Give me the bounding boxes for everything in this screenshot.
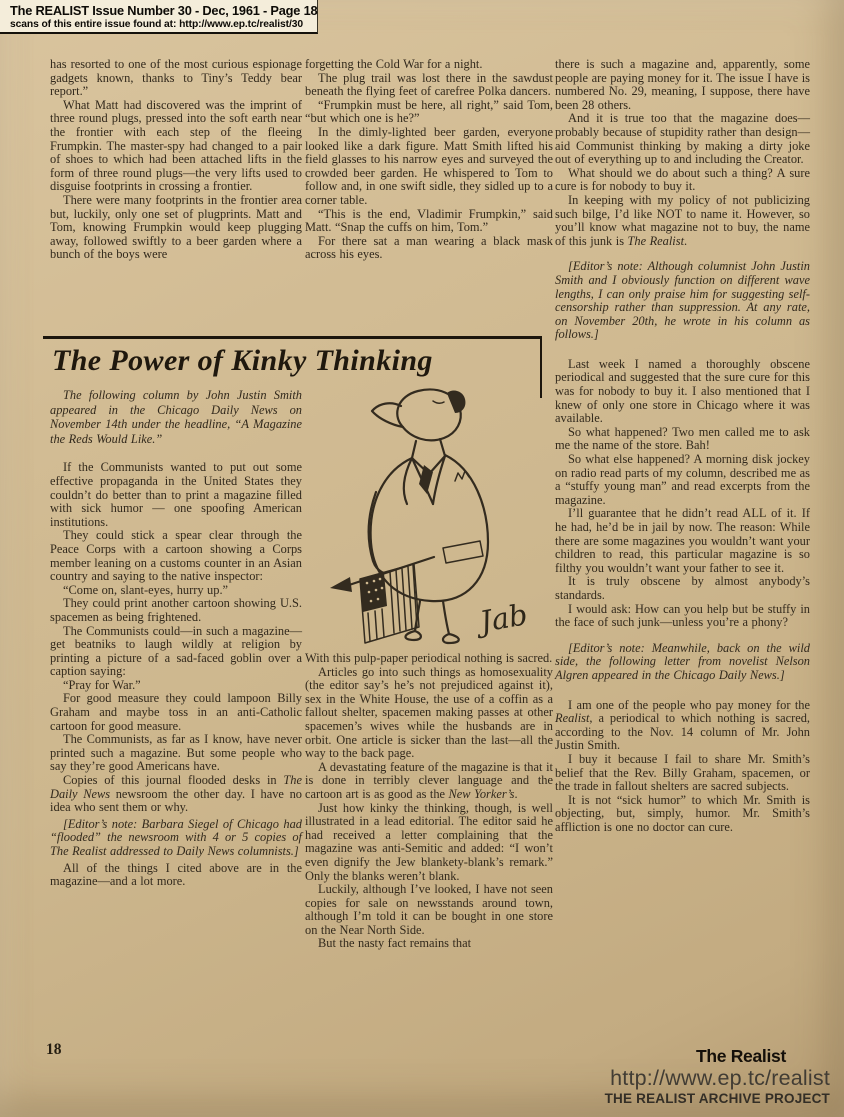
paragraph: They could print another cartoon showing U.S. spacemen as being frightened.	[50, 596, 302, 624]
paragraph: Last week I named a thoroughly obscene periodical and suggested that the sure cure for this was for nobody to buy it. I also mentioned that I knew of only one store in Chicago where it was available.	[555, 356, 810, 426]
banner-subtitle-url: scans of this entire issue found at: http://www.ep.tc/realist/30	[10, 19, 304, 30]
cartoon-signature: Jab	[477, 597, 530, 639]
archive-project-label: THE REALIST ARCHIVE PROJECT	[604, 1091, 830, 1106]
paragraph: The Communists could—in such a magazine—get beatniks to laugh wildly at religion by printing a picture of a sad-faced goblin over a caption saying:	[50, 623, 302, 679]
paragraph: There were many footprints in the frontier area but, luckily, only one set of plugprints. Matt and Tom, knowing Frumpkin would keep plugging away, followed swiftly to a beer garden where a bunch of the boys were	[50, 192, 302, 262]
cartoon-man-with-flag	[316, 380, 554, 648]
paragraph: Copies of this journal flooded desks in The Daily News newsroom the other day. I have no idea who sent them or why.	[50, 773, 302, 815]
paragraph: In keeping with my policy of not publicizing such bilge, I’d like NOT to name it. However, so you’ll know what magazine not to buy, the name of this junk is The Realist.	[555, 192, 810, 248]
paragraph: They could stick a spear clear through the Peace Corps with a cartoon showing a Corps member leaning on a customs counter in an Asian country and saying to the native inspector:	[50, 528, 302, 584]
paragraph: But the nasty fact remains that	[318, 936, 472, 951]
archive-url: http://www.ep.tc/realist	[610, 1066, 830, 1090]
editor-note: [Editor’s note: Although columnist John Justin Smith and I obviously function on different wave lengths, I can only praise him for suggesting self-censorship rather than suppression. At any rate, on November 20th, he wrote in his column as follows.]	[555, 259, 810, 342]
column-1-spy-story	[50, 58, 302, 262]
paragraph: In the dimly-lighted beer garden, everyone looked like a dark figure. Matt Smith lifted his field glasses to his narrow eyes and surveyed the crowded beer garden. He whispered to Tom to follow and, in one swift sidle, they sidled up to a corner table.	[305, 124, 553, 207]
paragraph: I would ask: How can you help but be stuffy in the face of such junk—unless you’re a phony?	[555, 601, 810, 630]
column-3-article	[555, 58, 810, 1046]
realist-logo: The Realist	[695, 1046, 786, 1066]
page-number: 18	[46, 1041, 62, 1058]
paragraph: What Matt had discovered was the imprint of three round plugs, pressed into the soft earth near the frontier with each step of the fleeing Frumpkin. The master-spy had changed to a pair of shoes to which had been attached lifts in the form of three round plugs—the very lifts used to disguise footprints in crossing a frontier.	[50, 97, 302, 194]
paragraph: What should we do about such a thing? A sure cure is for nobody to buy it.	[555, 165, 810, 194]
paragraph: And it is true too that the magazine does—probably because of stupidity rather than design—aid Communist thinking by making a dirty joke out of everything up to and including the Creator.	[555, 111, 810, 167]
paragraph: So what else happened? A morning disk jockey on radio read parts of my column, described me as a “stuffy young man” and read excerpts from the magazine.	[555, 452, 810, 507]
article-title: The Power of Kinky Thinking	[52, 344, 433, 377]
paragraph: I buy it because I fail to share Mr. Smith’s belief that the Rev. Billy Graham, spacemen, or the trade in fallout shelters are sacred subjects.	[555, 751, 810, 794]
paragraph: forgetting the Cold War for a night.	[305, 57, 483, 71]
paragraph: All of the things I cited above are in the magazine—and a lot more.	[50, 860, 302, 889]
paragraph: I am one of the people who pay money for the Realist, a periodical to which nothing is sacred, according to the Nov. 14 column of Mr. John Justin Smith.	[555, 697, 810, 753]
paragraph: “This is the end, Vladimir Frumpkin,” said Matt. “Snap the cuffs on him, Tom.”	[305, 206, 553, 235]
paragraph: It is truly obscene by almost anybody’s standards.	[555, 574, 810, 602]
paragraph: “Pray for War.”	[63, 677, 141, 692]
paragraph: “Come on, slant-eyes, hurry up.”	[63, 582, 229, 597]
column-2-article	[305, 652, 553, 951]
flag-canton	[360, 573, 387, 612]
paragraph: If the Communists wanted to put out some effective propaganda in the United States they couldn’t do better than to print a magazine filled with sick humor — one spoofing American institutions.	[50, 460, 302, 529]
headline-top-rule	[43, 336, 542, 339]
paragraph: So what happened? Two men called me to ask me the name of the store. Bah!	[555, 424, 810, 453]
paragraph: I’ll guarantee that he didn’t read ALL of it. If he had, he’d be in jail by now. The reason: While there are some magazines you wouldn’t want your children to read, this particular magazine is so filthy you wouldn’t want your father to see it.	[555, 506, 810, 575]
paragraph: The plug trail was lost there in the sawdust beneath the flying feet of carefree Polka dancers.	[305, 70, 553, 99]
paragraph: For good measure they could lampoon Billy Graham and maybe toss in an anti-Catholic cartoon for good measure.	[50, 691, 302, 733]
article-intro: The following column by John Justin Smith appeared in the Chicago Daily News on November 14th under the headline, “A Magazine the Reds Would Like.”	[50, 388, 302, 446]
paragraph: Just how kinky the thinking, though, is well illustrated in a lead editorial. The editor said he had received a letter complaining that the magazine was anti-Semitic and added: “I won’t even dignify the Jew blankety-blank’s remark.” Only the blanks weren’t blank.	[305, 800, 553, 883]
paragraph: The Communists, as far as I know, have never printed such a magazine. But some people who say they’re good Americans have.	[50, 732, 302, 774]
paragraph: there is such a magazine and, apparently, some people are paying money for it. The issue I have is numbered No. 29, meaning, I suppose, there have been 28 others.	[555, 57, 810, 112]
spearhead	[330, 577, 352, 592]
editor-note: [Editor’s note: Meanwhile, back on the wild side, the following letter from novelist Nelson Algren appeared in the Chicago Daily News.]	[555, 640, 810, 682]
paragraph: “Frumpkin must be here, all right,” said Tom, “but which one is he?”	[305, 97, 553, 126]
column-2-spy-story	[305, 58, 553, 262]
paragraph: Articles go into such things as homosexuality (the editor say’s he’s not prejudiced against it), sex in the White House, the use of a coffin as a fallout shelter, spacemen making passes at other spacemen’s wives while the husbands are in orbit. One article is sicker than the last—all the way to the back page.	[305, 664, 553, 761]
paragraph: It is not “sick humor” to which Mr. Smith is objecting, but, simply, humor. Mr. Smith’s affliction is one no doctor can cure.	[555, 792, 810, 834]
paragraph: Luckily, although I’ve looked, I have not seen copies for sale on newsstands around town, although I’m told it can be bought in one store on the Near North Side.	[305, 882, 553, 937]
paragraph: With this pulp-paper periodical nothing is sacred.	[305, 651, 553, 665]
column-1-article	[50, 388, 302, 1048]
paragraph: For there sat a man wearing a black mask across his eyes.	[305, 233, 553, 262]
editor-note: [Editor’s note: Barbara Siegel of Chicago had “flooded” the newsroom with 4 or 5 copies of The Realist addressed to Daily News columnists.]	[50, 816, 302, 858]
banner-title: The REALIST Issue Number 30 - Dec, 1961 - Page 18	[10, 3, 318, 18]
header-banner	[0, 0, 318, 34]
paragraph: has resorted to one of the most curious espionage gadgets known, thanks to Tiny’s Teddy bear report.”	[50, 57, 302, 99]
paragraph: A devastating feature of the magazine is that it is done in terribly clever language and the cartoon art is as good as the New Yorker’s.	[305, 759, 553, 801]
hair	[447, 391, 465, 413]
